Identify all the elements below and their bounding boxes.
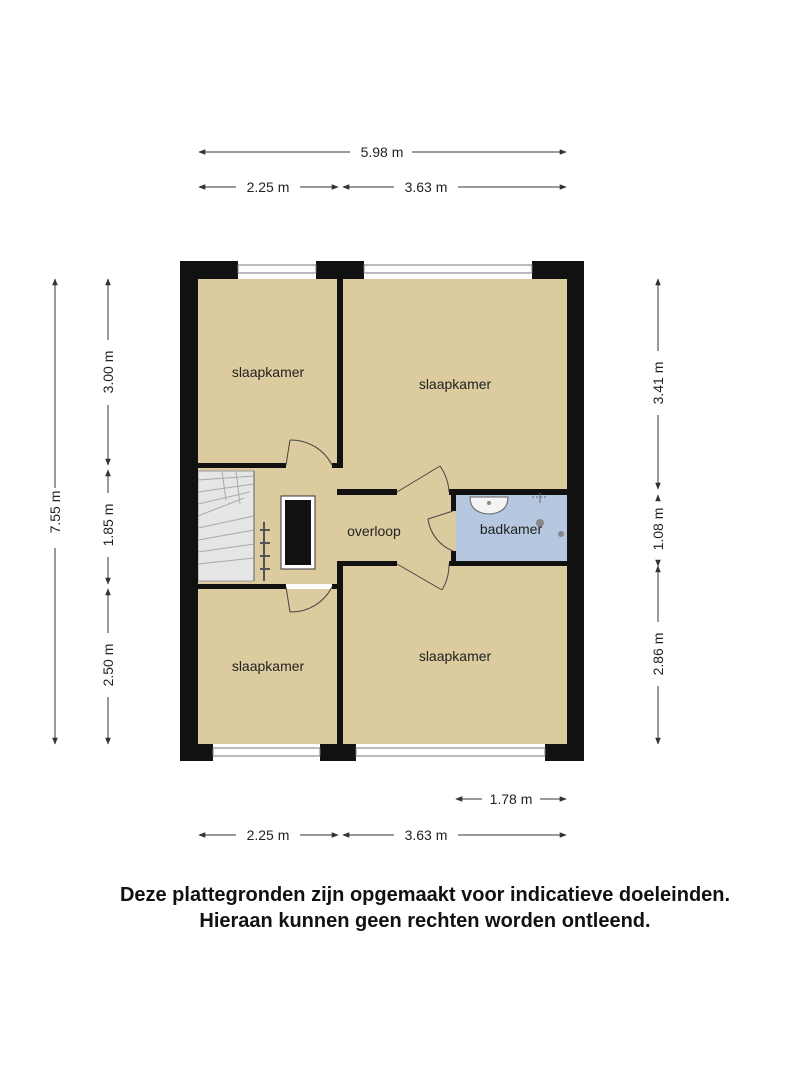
dim-right-mid: 1.08 m xyxy=(650,507,666,551)
dim-right-bottom: 2.86 m xyxy=(650,632,666,676)
label-bedroom-top-left: slaapkamer xyxy=(231,364,305,380)
label-bedroom-top-right: slaapkamer xyxy=(418,376,492,392)
staircase xyxy=(198,471,254,581)
dim-left-mid: 1.85 m xyxy=(100,503,116,547)
label-bedroom-bottom-right: slaapkamer xyxy=(418,648,492,664)
dim-right-top: 3.41 m xyxy=(650,361,666,405)
dim-top-right: 3.63 m xyxy=(404,179,448,195)
dim-top-total: 5.98 m xyxy=(360,144,404,160)
label-landing: overloop xyxy=(347,523,401,539)
dim-top-left: 2.25 m xyxy=(246,179,290,195)
dim-left-top: 3.00 m xyxy=(100,350,116,394)
disclaimer-line-2: Hieraan kunnen geen rechten worden ontleend. xyxy=(199,910,651,932)
dim-left-bottom: 2.50 m xyxy=(100,643,116,687)
dim-bottom-left: 2.25 m xyxy=(246,827,290,843)
label-bathroom: badkamer xyxy=(479,521,543,537)
label-bedroom-bottom-left: slaapkamer xyxy=(231,658,305,674)
dim-bottom-small: 1.78 m xyxy=(489,791,533,807)
attic-hatch xyxy=(281,496,315,569)
disclaimer-line-1: Deze plattegronden zijn opgemaakt voor indicatieve doeleinden. xyxy=(119,884,731,906)
dim-bottom-right: 3.63 m xyxy=(404,827,448,843)
dim-left-total: 7.55 m xyxy=(47,490,63,534)
